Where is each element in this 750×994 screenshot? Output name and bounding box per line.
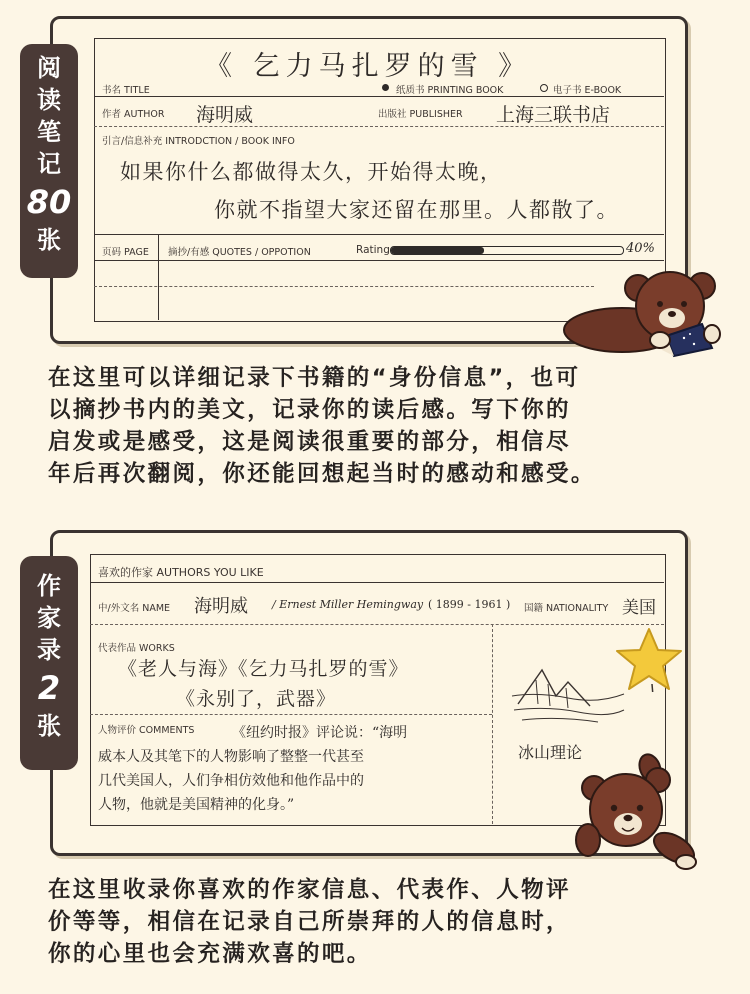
caption-line: 价等等，相信在记录自己所崇拜的人的信息时， <box>48 909 571 935</box>
quote-line: 如果你什么都做得太久，开始得太晚， <box>120 160 503 184</box>
tab-char: 作 <box>37 572 61 600</box>
section1-caption <box>48 362 596 490</box>
caption-line: 启发或是感受，这是阅读很重要的部分，相信尽 <box>48 429 571 455</box>
caption-line: 你的心里也会充满欢喜的吧。 <box>48 941 372 967</box>
rating-bar-fill <box>391 247 484 254</box>
tab-char: 家 <box>37 604 61 632</box>
works-line: 《老人与海》《乞力马扎罗的雪》 <box>118 658 409 680</box>
divider <box>90 624 664 625</box>
sketch-caption: 冰山理论 <box>518 743 583 762</box>
comments-label: 人物评价 COMMENTS <box>98 725 195 736</box>
author-label: 作者 AUTHOR <box>102 109 165 120</box>
rating-value: 40% <box>626 241 655 256</box>
nationality-value: 美国 <box>622 598 656 618</box>
publisher-label: 出版社 PUBLISHER <box>378 109 463 120</box>
column-divider <box>158 234 159 320</box>
format-ebook-label: 电子书 E-BOOK <box>553 85 622 96</box>
divider <box>94 126 664 127</box>
iceberg-sketch <box>508 660 628 730</box>
comment-line: 几代美国人，人们争相仿效他和他作品中的 <box>98 773 364 789</box>
works-line: 《永别了，武器》 <box>176 688 337 710</box>
bear-hanging-illustration <box>574 752 702 872</box>
tab-count: 80 <box>26 183 72 221</box>
author-value: 海明威 <box>196 104 254 126</box>
excerpt-label: 摘抄/有感 QUOTES / OPPOTION <box>168 247 311 258</box>
ruled-line <box>94 286 594 287</box>
divider <box>90 714 492 715</box>
header-label: 喜欢的作家 AUTHORS YOU LIKE <box>98 566 264 579</box>
divider <box>94 234 664 235</box>
tab-unit: 张 <box>37 712 61 740</box>
book-title: 《 乞力马扎罗的雪 》 <box>205 51 532 82</box>
bear-reading-illustration <box>562 264 722 358</box>
caption-line: 年后再次翻阅，你还能回想起当时的感动和感受。 <box>48 461 596 487</box>
page-label: 页码 PAGE <box>102 247 149 258</box>
ebook-radio-empty <box>540 84 548 92</box>
name-en: / Ernest Miller Hemingway <box>272 598 424 611</box>
star-icon <box>614 626 684 692</box>
publisher-value: 上海三联书店 <box>496 104 611 126</box>
reading-notes-tab <box>20 44 78 278</box>
name-cn: 海明威 <box>194 596 248 617</box>
caption-line: 在这里收录你喜欢的作家信息、代表作、人物评 <box>48 877 571 903</box>
divider <box>94 260 664 261</box>
divider <box>94 96 664 97</box>
column-divider <box>492 624 493 824</box>
rating-bar <box>390 246 624 255</box>
rating-label: Rating <box>356 244 390 256</box>
format-printing-label: 纸质书 PRINTING BOOK <box>396 85 504 96</box>
section2-caption <box>48 874 571 970</box>
comment-line: 威本人及其笔下的人物影响了整整一代甚至 <box>98 749 364 765</box>
divider <box>90 582 664 583</box>
tab-count: 2 <box>37 669 61 707</box>
tab-char: 阅 <box>37 54 61 82</box>
quote-line: 你就不指望大家还留在那里。人都散了。 <box>214 198 619 222</box>
comment-line: 《纽约时报》评论说：“海明 <box>232 725 408 741</box>
works-label: 代表作品 WORKS <box>98 643 175 654</box>
caption-line: 在这里可以详细记录下书籍的“身份信息”，也可 <box>48 365 581 391</box>
printing-radio-filled <box>382 84 389 91</box>
life-years: ( 1899 - 1961 ) <box>428 598 511 611</box>
tab-char: 录 <box>37 636 61 664</box>
title-label: 书名 TITLE <box>102 85 150 96</box>
quote-label: 引言/信息补充 INTRODCTION / BOOK INFO <box>102 136 295 147</box>
nationality-label: 国籍 NATIONALITY <box>524 603 609 614</box>
caption-line: 以摘抄书内的美文，记录你的读后感。写下你的 <box>48 397 571 423</box>
tab-char: 读 <box>37 86 61 114</box>
tab-char: 笔 <box>37 118 61 146</box>
tab-unit: 张 <box>37 226 61 254</box>
tab-char: 记 <box>37 150 61 178</box>
name-label: 中/外文名 NAME <box>98 603 171 614</box>
author-record-tab <box>20 556 78 770</box>
comment-line: 人物，他就是美国精神的化身。” <box>98 797 295 813</box>
